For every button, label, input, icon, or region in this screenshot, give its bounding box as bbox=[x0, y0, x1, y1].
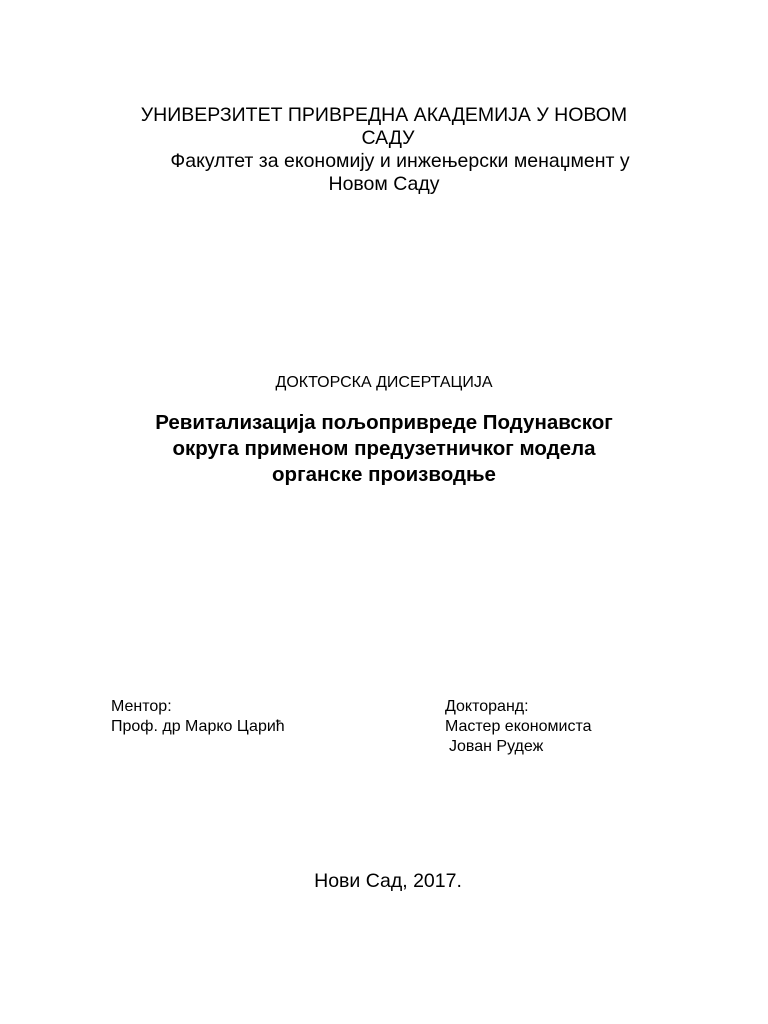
university-name-line2: САДУ bbox=[361, 127, 415, 149]
dissertation-title-line3: органске производње bbox=[272, 463, 496, 486]
place-and-date: Нови Сад, 2017. bbox=[314, 870, 462, 892]
faculty-name-line2: Новом Саду bbox=[328, 173, 440, 195]
mentor-name: Проф. др Марко Царић bbox=[111, 718, 285, 735]
university-name-line1: УНИВЕРЗИТЕТ ПРИВРЕДНА АКАДЕМИЈА У НОВОМ bbox=[140, 104, 628, 126]
mentor-label: Ментор: bbox=[111, 698, 172, 715]
dissertation-title-line1: Ревитализација пољопривреде Подунавског bbox=[155, 411, 613, 434]
document-type: ДОКТОРСКА ДИСЕРТАЦИЈА bbox=[275, 374, 493, 391]
candidate-label: Докторанд: bbox=[445, 698, 529, 715]
candidate-name: Јован Рудеж bbox=[449, 738, 544, 755]
candidate-degree: Мастер економиста bbox=[445, 718, 592, 735]
dissertation-title-line2: округа применом предузетничког модела bbox=[172, 437, 596, 460]
faculty-name-line1: Факултет за економију и инжењерски менаџмент у bbox=[170, 150, 630, 172]
